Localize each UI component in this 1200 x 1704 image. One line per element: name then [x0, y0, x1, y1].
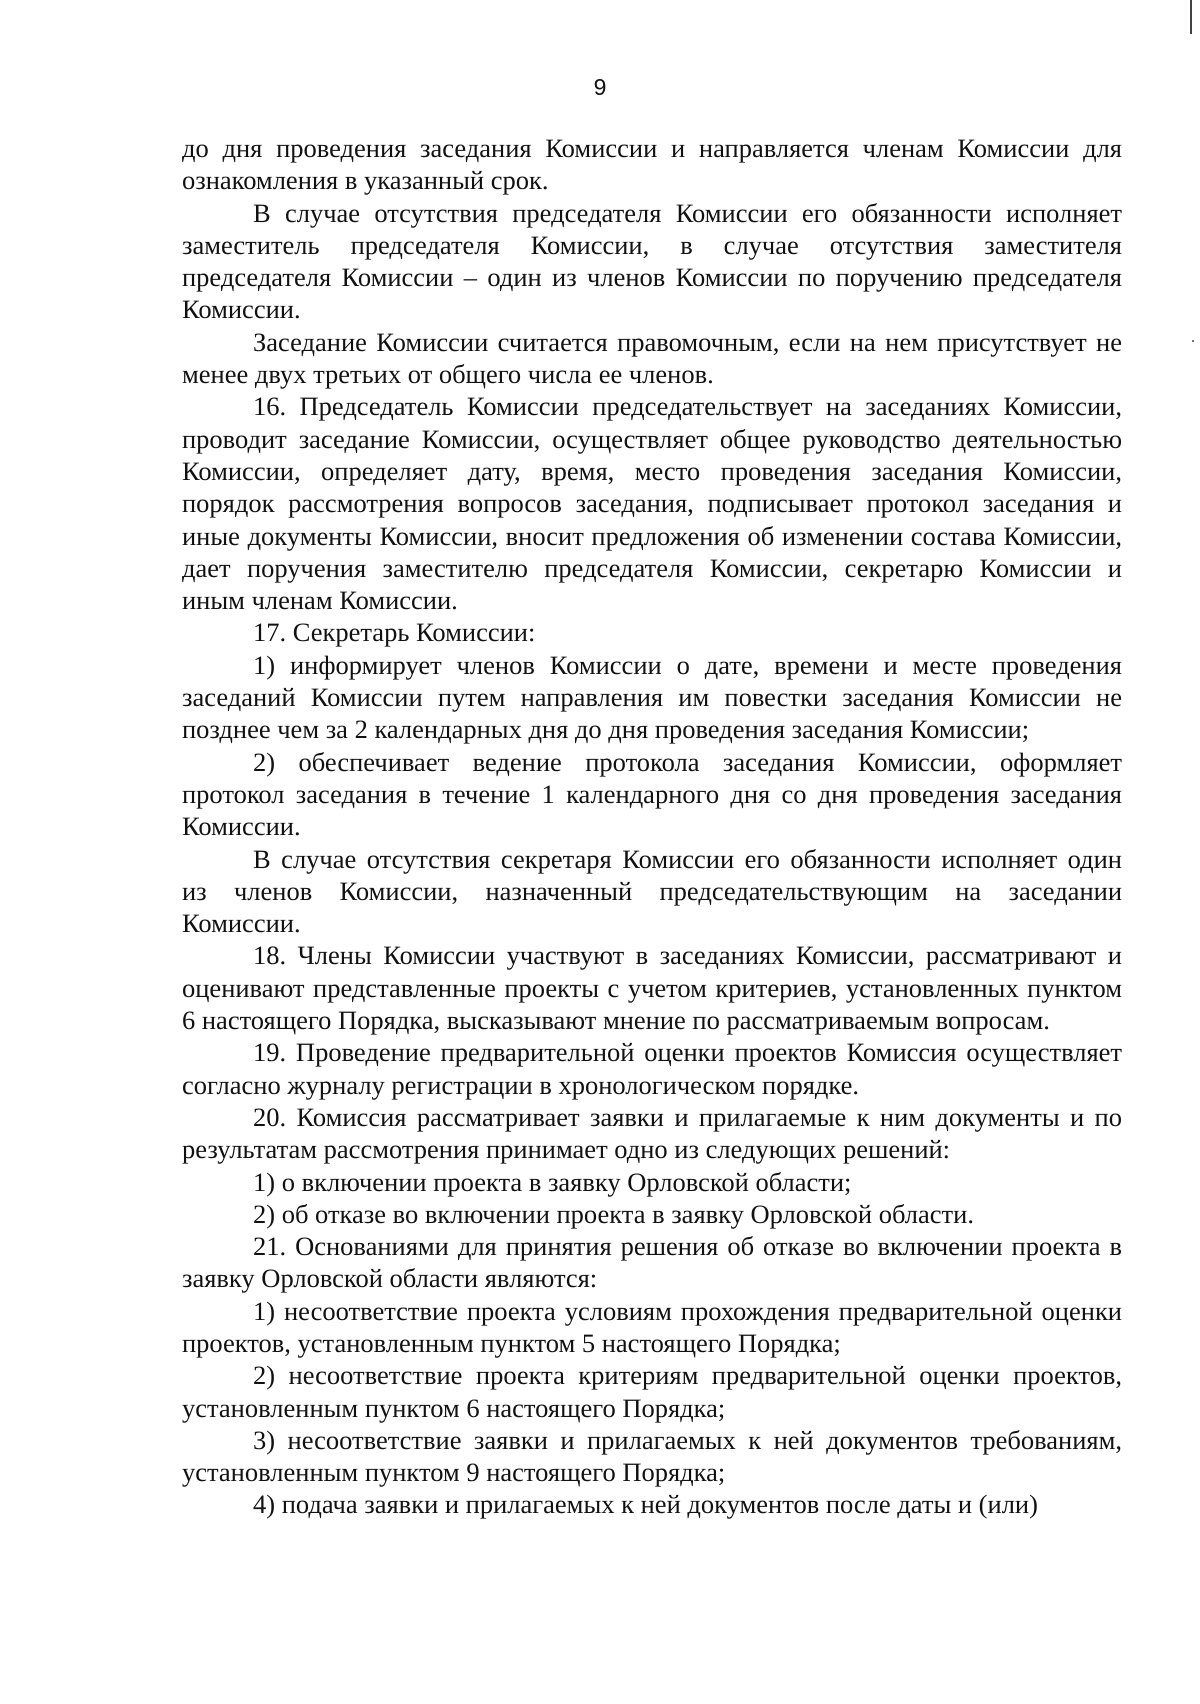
paragraph-item-21-3: 3) несоответствие заявки и прилагаемых к ней документов требованиям, установленным пунктом 9 настоящего Порядка;: [182, 1424, 1122, 1488]
paragraph-item-17-1: 1) информирует членов Комиссии о дате, времени и месте проведения заседаний Комиссии путем направления им повестки заседания Комиссии не позднее чем за 2 календарных дня до дня проведения заседания Комиссии;: [182, 649, 1122, 745]
paragraph-item-20: 20. Комиссия рассматривает заявки и прилагаемые к ним документы и по результатам рассмотрения принимает одно из следующих решений:: [182, 1101, 1122, 1165]
document-body: [182, 132, 1122, 1521]
paragraph-item-20-1: 1) о включении проекта в заявку Орловской области;: [253, 1166, 852, 1197]
paragraph-item-21-1: 1) несоответствие проекта условиям прохождения предварительной оценки проектов, установленным пунктом 5 настоящего Порядка;: [182, 1295, 1122, 1358]
paragraph-secretary-absence: В случае отсутствия секретаря Комиссии его обязанности исполняет один из членов Комиссии, назначенный председательствующим на заседании Комиссии.: [182, 843, 1122, 939]
paragraph-item-21-2: 2) несоответствие проекта критериям предварительной оценки проектов, установленным пунктом 6 настоящего Порядка;: [182, 1360, 1122, 1423]
paragraph-item-17: 17. Секретарь Комиссии:: [253, 617, 536, 648]
paragraph-item-19: 19. Проведение предварительной оценки проектов Комиссия осуществляет согласно журналу регистрации в хронологическом порядке.: [182, 1037, 1122, 1100]
scan-speck: [1192, 340, 1194, 342]
paragraph-item-20-2: 2) об отказе во включении проекта в заявку Орловской области.: [253, 1198, 974, 1229]
page-number: 9: [593, 74, 607, 100]
paragraph-chair-absence: В случае отсутствия председателя Комиссии его обязанности исполняет заместитель председателя Комиссии, в случае отсутствия заместителя председателя Комиссии – один из членов Комиссии по поручению председателя Комиссии.: [182, 197, 1122, 325]
paragraph-item-18: 18. Члены Комиссии участвуют в заседаниях Комиссии, рассматривают и оценивают представленные проекты с учетом критериев, установленных пунктом 6 настоящего Порядка, высказывают мнение по рассматриваемым вопросам.: [182, 940, 1122, 1036]
paragraph-item-21: 21. Основаниями для принятия решения об отказе во включении проекта в заявку Орловской области являются:: [182, 1231, 1122, 1294]
scan-corner-mark: [1190, 0, 1200, 34]
paragraph-quorum: Заседание Комиссии считается правомочным, если на нем присутствует не менее двух третьих от общего числа ее членов.: [182, 326, 1122, 390]
paragraph-item-16: 16. Председатель Комиссии председательствует на заседаниях Комиссии, проводит заседание Комиссии, осуществляет общее руководство деятельностью Комиссии, определяет дату, время, место проведения заседания Комиссии, порядок рассмотрения вопросов заседания, подписывает протокол заседания и иные документы Комиссии, вносит предложения об изменении состава Комиссии, дает поручения заместителю председателя Комиссии, секретарю Комиссии и иным членам Комиссии.: [182, 391, 1122, 616]
paragraph-item-21-4: 4) подача заявки и прилагаемых к ней документов после даты и (или): [253, 1489, 1038, 1520]
paragraph-continuation: до дня проведения заседания Комиссии и направляется членам Комиссии для ознакомления в указанный срок.: [182, 133, 1122, 196]
paragraph-item-17-2: 2) обеспечивает ведение протокола заседания Комиссии, оформляет протокол заседания в течение 1 календарного дня со дня проведения заседания Комиссии.: [182, 746, 1122, 842]
